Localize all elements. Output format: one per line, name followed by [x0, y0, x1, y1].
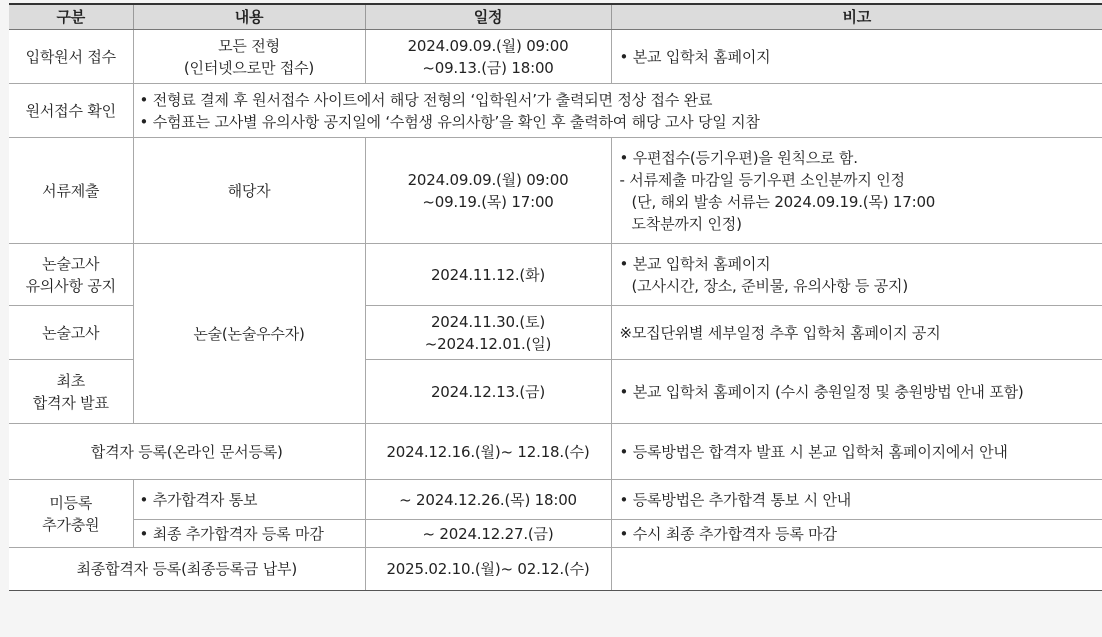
final-registration-schedule: 2025.02.10.(월)~ 02.12.(수): [365, 548, 611, 591]
application-schedule: 2024.09.09.(월) 09:00 ~09.13.(금) 18:00: [365, 30, 611, 84]
table-row-final-registration: [9, 548, 1102, 591]
first-announce-remark: • 본교 입학처 홈페이지 (수시 충원일정 및 충원방법 안내 포함): [611, 360, 1102, 424]
essay-notice-remarks: • 본교 입학처 홈페이지 (고사시간, 장소, 준비물, 유의사항 등 공지): [611, 244, 1102, 306]
essay-notice-schedule: 2024.11.12.(화): [365, 244, 611, 306]
header-schedule: 일정: [365, 4, 611, 30]
documents-content: 해당자: [133, 138, 365, 244]
additional-notify-schedule: ~ 2024.12.26.(목) 18:00: [365, 480, 611, 520]
registration-schedule: 2024.12.16.(월)~ 12.18.(수): [365, 424, 611, 480]
table-row-application: [9, 30, 1102, 84]
final-registration-remark: [611, 548, 1102, 591]
final-registration-category: 최종합격자 등록(최종등록금 납부): [9, 548, 365, 591]
application-remark: • 본교 입학처 홈페이지: [611, 30, 1102, 84]
table-row-additional-2: [9, 520, 1102, 548]
table-row-confirm: [9, 84, 1102, 138]
table-row-additional-1: [9, 480, 1102, 520]
additional-category: 미등록 추가충원: [9, 480, 133, 548]
confirm-category: 원서접수 확인: [9, 84, 133, 138]
registration-category: 합격자 등록(온라인 문서등록): [9, 424, 365, 480]
documents-category: 서류제출: [9, 138, 133, 244]
table-header-row: [9, 4, 1102, 30]
essay-exam-remark: ※모집단위별 세부일정 추후 입학처 홈페이지 공지: [611, 306, 1102, 360]
admission-schedule-table: [9, 3, 1102, 591]
first-announce-schedule: 2024.12.13.(금): [365, 360, 611, 424]
documents-remarks: • 우편접수(등기우편)을 원칙으로 함. - 서류제출 마감일 등기우편 소인분까지 인정 (단, 해외 발송 서류는 2024.09.19.(목) 17:00 도착분까지 인정): [611, 138, 1102, 244]
documents-schedule: 2024.09.09.(월) 09:00 ~09.19.(목) 17:00: [365, 138, 611, 244]
essay-exam-schedule: 2024.11.30.(토) ~2024.12.01.(일): [365, 306, 611, 360]
application-category: 입학원서 접수: [9, 30, 133, 84]
essay-exam-category: 논술고사: [9, 306, 133, 360]
header-remarks: 비고: [611, 4, 1102, 30]
essay-content: 논술(논술우수자): [133, 244, 365, 424]
header-category: 구분: [9, 4, 133, 30]
registration-remark: • 등록방법은 합격자 발표 시 본교 입학처 홈페이지에서 안내: [611, 424, 1102, 480]
additional-notify-content: • 추가합격자 통보: [133, 480, 365, 520]
additional-deadline-schedule: ~ 2024.12.27.(금): [365, 520, 611, 548]
essay-notice-category: 논술고사 유의사항 공지: [9, 244, 133, 306]
confirm-notes: • 전형료 결제 후 원서접수 사이트에서 해당 전형의 ‘입학원서’가 출력되면 정상 접수 완료 • 수험표는 고사별 유의사항 공지일에 ‘수험생 유의사항’을 확인 후 출력하여 해당 고사 당일 지참: [133, 84, 1102, 138]
table-row-registration: [9, 424, 1102, 480]
additional-notify-remark: • 등록방법은 추가합격 통보 시 안내: [611, 480, 1102, 520]
table-row-documents: [9, 138, 1102, 244]
schedule-table-container: [9, 3, 1102, 591]
first-announce-category: 최초 합격자 발표: [9, 360, 133, 424]
additional-deadline-content: • 최종 추가합격자 등록 마감: [133, 520, 365, 548]
additional-deadline-remark: • 수시 최종 추가합격자 등록 마감: [611, 520, 1102, 548]
table-row-essay-notice: [9, 244, 1102, 306]
application-content: 모든 전형 (인터넷으로만 접수): [133, 30, 365, 84]
header-content: 내용: [133, 4, 365, 30]
